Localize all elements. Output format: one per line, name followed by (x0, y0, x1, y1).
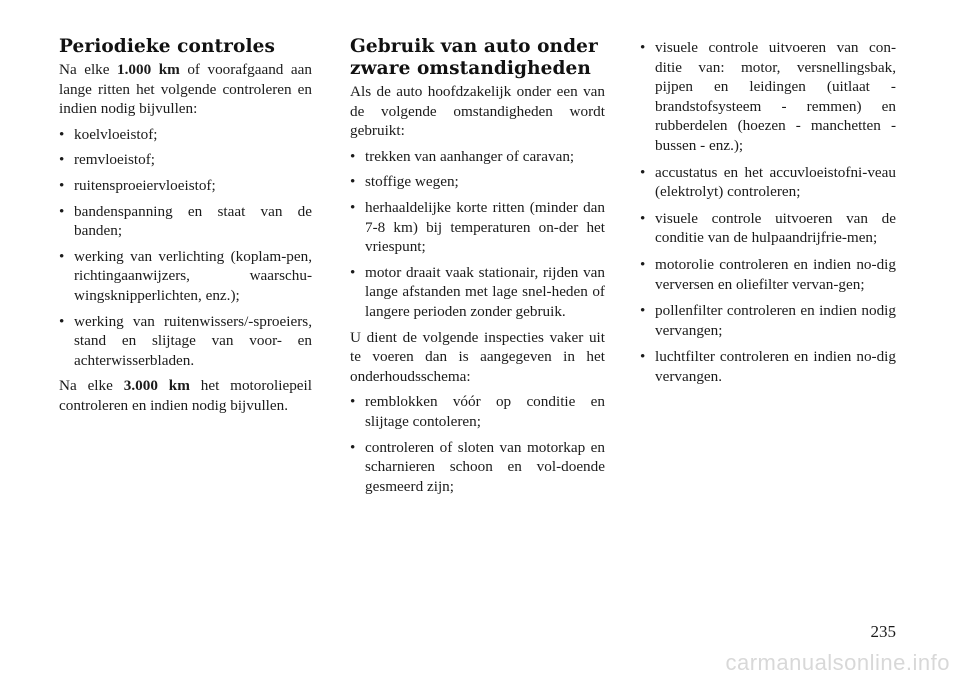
intro-distance: 1.000 km (117, 61, 180, 78)
list-item-text: koelvloeistof; (74, 125, 158, 143)
bullet-icon: • (350, 198, 356, 216)
list-item-text: werking van ruitenwissers/-sproeiers, stand en slijtage van voor- en achterwisserbladen. (74, 312, 312, 369)
list-item-text: werking van verlichting (koplam-pen, richtingaanwijzers, waarschu-wingsknipperlichten, enz.); (74, 247, 312, 304)
bullet-icon: • (59, 151, 65, 169)
list-item (350, 392, 605, 431)
section-title-periodieke-controles: Periodieke controles (59, 36, 275, 57)
list-item-text: trekken van aanhanger of caravan; (365, 147, 575, 165)
list-item (640, 301, 896, 340)
list-item (640, 163, 896, 202)
list-item (640, 347, 896, 386)
conditions-intro: Als de auto hoofdzakelijk onder een van de volgende omstandigheden wordt gebruikt: (350, 83, 605, 140)
list-item-text: visuele controle uitvoeren van de conditie van de hulpaandrijfrie-men; (655, 209, 896, 247)
bullet-icon: • (640, 39, 646, 56)
list-item (59, 125, 312, 145)
intro-prefix: Na elke (59, 61, 118, 78)
outro-paragraph (59, 376, 312, 415)
list-item (350, 438, 605, 497)
bullet-icon: • (59, 247, 65, 265)
intro-suffix: of voorafgaand aan lange ritten het volgende controleren en indien nodig bijvullen: (59, 61, 312, 118)
list-item (350, 172, 605, 192)
list-item-text: pollenfilter controleren en indien nodig vervangen; (655, 302, 896, 339)
list-item (59, 150, 312, 170)
outro-prefix: Na elke (59, 377, 124, 395)
bullet-icon: • (59, 176, 65, 194)
column-right (640, 38, 896, 394)
list-item (640, 255, 896, 294)
outro-distance: 3.000 km (123, 377, 190, 395)
list-item-text: stoffige wegen; (365, 173, 459, 191)
list-item-text: remblokken vóór op conditie en slijtage contoleren; (365, 393, 605, 430)
list-item-text: controleren of sloten van motorkap en scharnieren schoon en vol-doende gesmeerd zijn; (365, 438, 605, 495)
bullet-icon: • (640, 163, 646, 181)
list-item-text: motorolie controleren en indien no-dig verversen en oliefilter vervan-gen; (655, 255, 896, 293)
bullet-icon: • (640, 348, 646, 366)
list-item-text: visuele controle uitvoeren van con-ditie van: motor, versnellingsbak, pijpen en leidingen (uitlaat - brandstofsysteem - remmen) en rubberdelen (hoezen - manchetten - bussen - enz.); (655, 39, 896, 154)
column-middle (350, 36, 605, 502)
list-item (59, 312, 312, 371)
bullet-icon: • (350, 393, 356, 411)
bullet-icon: • (640, 302, 646, 320)
list-item (640, 38, 896, 156)
list-item (350, 147, 605, 167)
list-item-text: ruitensproeiervloeistof; (74, 176, 216, 194)
list-item (59, 247, 312, 306)
check-list (59, 125, 312, 371)
list-item-text: accustatus en het accuvloeistofni-veau (elektrolyt) controleren; (655, 163, 896, 201)
intro-paragraph (59, 60, 312, 119)
list-item (59, 176, 312, 196)
inspections-list-continued (640, 38, 896, 387)
bullet-icon: • (350, 173, 356, 191)
conditions-list (350, 147, 605, 322)
list-item (59, 202, 312, 241)
list-item-text: bandenspanning en staat van de banden; (74, 202, 312, 240)
bullet-icon: • (350, 147, 356, 165)
list-item-text: remvloeistof; (74, 151, 155, 169)
bullet-icon: • (640, 209, 646, 227)
inspections-list (350, 392, 605, 496)
list-item-text: herhaaldelijke korte ritten (minder dan 7-8 km) bij temperaturen on-der het vriespunt; (365, 198, 605, 256)
list-item (640, 209, 896, 248)
section-title-zware-omstandigheden: Gebruik van auto onder zware omstandigheden (350, 36, 598, 79)
bullet-icon: • (350, 263, 356, 281)
list-item-text: motor draait vaak stationair, rijden van lange afstanden met lage snel-heden of langere perioden zonder gebruik. (365, 263, 605, 320)
inspections-intro: U dient de volgende inspecties vaker uit te voeren dan is aangegeven in het onderhoudsschema: (350, 328, 605, 385)
list-item (350, 198, 605, 257)
bullet-icon: • (59, 125, 65, 143)
outro-suffix: het motoroliepeil controleren en indien nodig bijvullen. (59, 377, 312, 414)
column-left (59, 36, 312, 422)
page-number: 235 (870, 622, 896, 641)
bullet-icon: • (640, 255, 646, 273)
bullet-icon: • (350, 438, 356, 456)
bullet-icon: • (59, 312, 65, 330)
list-item-text: luchtfilter controleren en indien no-dig vervangen. (655, 348, 896, 385)
list-item (350, 263, 605, 322)
bullet-icon: • (59, 202, 65, 220)
watermark: carmanualsonline.info (725, 650, 950, 675)
